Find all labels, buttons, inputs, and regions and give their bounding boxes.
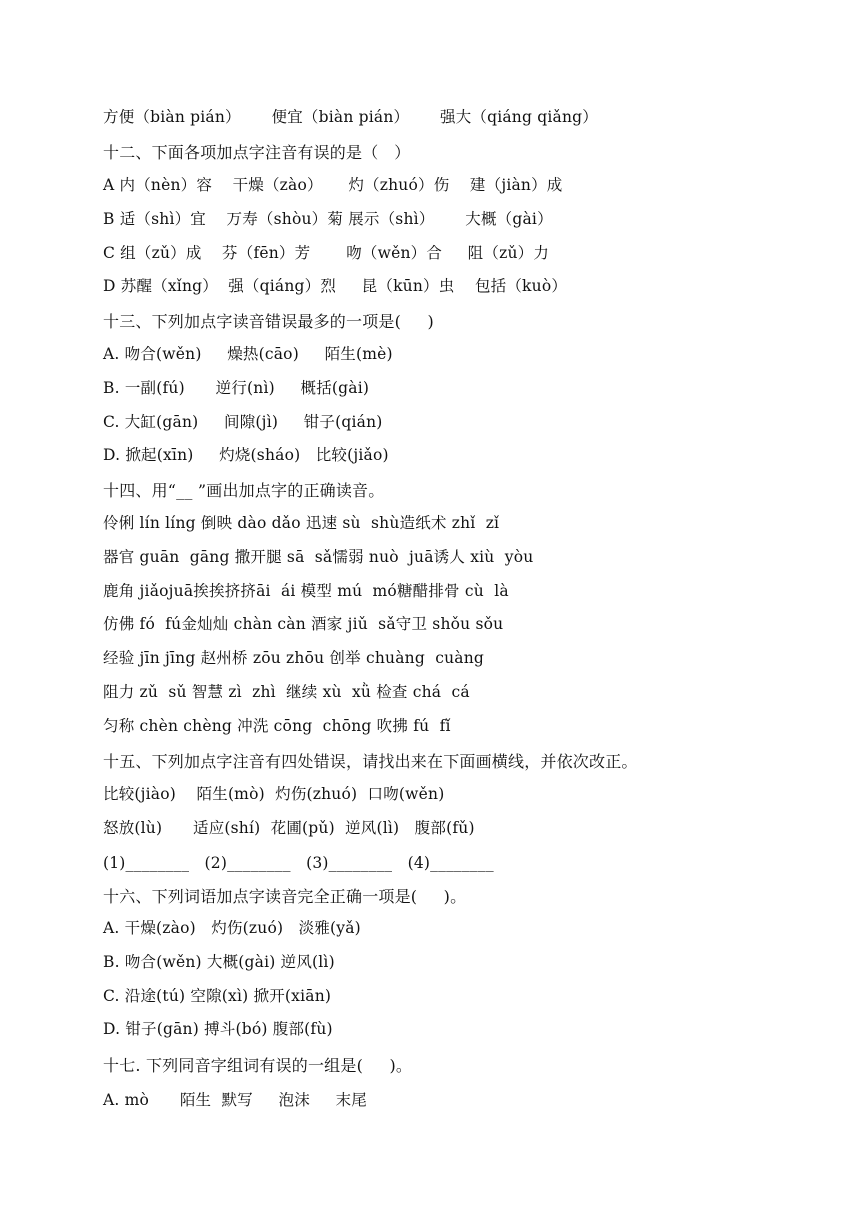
word-line: 阻力 zǔ sǔ 智慧 zì zhì 继续 xù xǜ 检查 chá cá (103, 683, 470, 701)
option-line: C 组（zǔ）成 芬（fēn）芳 吻（wěn）合 阻（zǔ）力 (103, 244, 550, 262)
text-line: 方便（biàn pián） 便宜（biàn pián） 强大（qiáng qiǎng） (103, 108, 598, 126)
option-line: D. 钳子(gān) 搏斗(bó) 腹部(fù) (103, 1020, 333, 1038)
question-12-title: 十二、下面各项加点字注音有误的是（ ） (103, 143, 411, 162)
option-line: B. 一副(fú) 逆行(nì) 概括(gài) (103, 379, 370, 397)
word-line: 比较(jiào) 陌生(mò) 灼伤(zhuó) 口吻(wěn) (103, 785, 445, 803)
option-line: C. 沿途(tú) 空隙(xì) 掀开(xiān) (103, 987, 332, 1005)
word-line: 器官 guān gāng 撒开腿 sā sǎ懦弱 nuò juā诱人 xiù yòu (103, 548, 534, 566)
question-16-title: 十六、下列词语加点字读音完全正确一项是( )。 (103, 887, 467, 906)
option-line: D 苏醒（xǐng） 强（qiáng）烈 昆（kūn）虫 包括（kuò） (103, 277, 568, 295)
question-17-title: 十七. 下列同音字组词有误的一组是( )。 (103, 1056, 413, 1075)
option-line: B 适（shì）宜 万寿（shòu）菊 展示（shì） 大概（gài） (103, 210, 553, 228)
word-line: 匀称 chèn chèng 冲洗 cōng chōng 吹拂 fú fǐ (103, 717, 451, 735)
option-line: A. 吻合(wěn) 燥热(cāo) 陌生(mè) (103, 345, 393, 363)
word-line: 鹿角 jiǎojuā挨挨挤挤āi ái 模型 mú mó糖醋排骨 cù là (103, 582, 509, 600)
question-14-title: 十四、用“__ ”画出加点字的正确读音。 (103, 481, 385, 500)
option-line: A 内（nèn）容 干燥（zào） 灼（zhuó）伤 建（jiàn）成 (103, 176, 563, 194)
question-15-title: 十五、下列加点字注音有四处错误，请找出来在下面画横线，并依次改正。 (103, 752, 638, 771)
option-line: C. 大缸(gān) 间隙(jì) 钳子(qián) (103, 413, 383, 431)
word-line: 怒放(lù) 适应(shí) 花圃(pǔ) 逆风(lì) 腹部(fǔ) (103, 819, 475, 837)
word-line: 伶俐 lín líng 倒映 dào dǎo 迅速 sù shù造纸术 zhǐ zǐ (103, 514, 500, 532)
option-line: D. 掀起(xīn) 灼烧(sháo) 比较(jiǎo) (103, 446, 389, 464)
word-line: 仿佛 fó fú金灿灿 chàn càn 酒家 jiǔ sǎ守卫 shǒu sǒu (103, 615, 504, 633)
word-line: 经验 jīn jīng 赵州桥 zōu zhōu 创举 chuàng cuàng (103, 649, 485, 667)
answer-blanks: (1)________ (2)________ (3)________ (4)________ (103, 854, 494, 872)
question-13-title: 十三、下列加点字读音错误最多的一项是( ) (103, 312, 434, 331)
option-line: B. 吻合(wěn) 大概(gài) 逆风(lì) (103, 953, 335, 971)
option-line: A. 干燥(zào) 灼伤(zuó) 淡雅(yǎ) (103, 919, 361, 937)
option-line: A. mò 陌生 默写 泡沫 末尾 (103, 1091, 367, 1109)
